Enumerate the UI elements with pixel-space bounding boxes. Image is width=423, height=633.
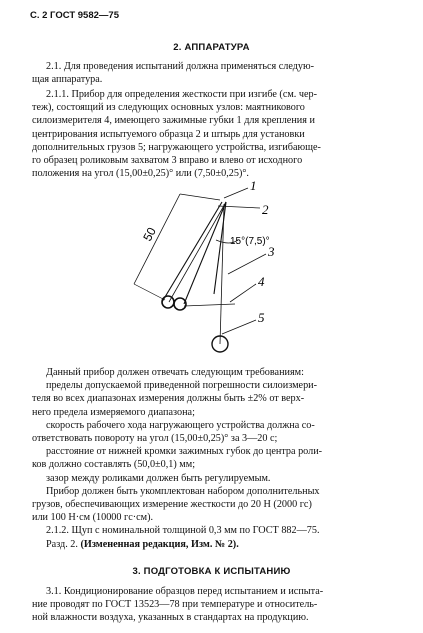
callout-label-3: 3 <box>268 244 275 259</box>
text-line: или 100 Н·см (10000 гс·см). <box>32 512 154 524</box>
text-line: ной влажности воздуха, указанных в стандартах на продукцию. <box>32 612 309 624</box>
text-line: пределы допускаемой приведенной погрешности силоизмери- <box>46 380 318 392</box>
apparatus-drawing <box>120 174 350 364</box>
callout-label-1: 1 <box>250 178 257 193</box>
text-line: теля во всех диапазонах измерения должны быть ±2% от верх- <box>32 393 305 405</box>
text-line: щая аппаратура. <box>32 74 103 86</box>
text-line: положения на угол (15,00±0,25)° или (7,50±0,25)°. <box>32 168 249 180</box>
page-header: С. 2 ГОСТ 9582—75 <box>30 10 119 21</box>
callout-label-5: 5 <box>258 310 265 325</box>
text-line: 2.1.1. Прибор для определения жесткости при изгибе (см. чер- <box>46 89 318 100</box>
text-line: центрирования испытуемого образца 2 и штырь для установки <box>32 128 305 140</box>
dimension-line <box>134 194 180 284</box>
text-line: дополнительных грузов 5; нагружающего устройства, изгибающе- <box>32 141 321 153</box>
text-line: грузов, обеспечивающих измерение жесткости до 20 Н (2000 гс) <box>32 499 312 511</box>
text-line: зазор между роликами должен быть регулируемым. <box>46 472 271 484</box>
paragraph-3-1 <box>32 585 404 625</box>
text-line: силоизмерителя 4, имеющего зажимные губки 1 для крепления и <box>32 115 315 127</box>
requirements-block <box>32 366 404 551</box>
text-line: ответствовать повороту на угол (15,00±0,25)° за 3—20 с; <box>32 433 278 445</box>
text-line: 3.1. Кондиционирование образцов перед испытанием и испыта- <box>46 586 324 597</box>
angle-label: 15°(7,5)° <box>230 236 270 247</box>
dimension-label: 50 <box>140 225 159 244</box>
text-line: скорость рабочего хода нагружающего устройства должна со- <box>46 419 315 431</box>
text-line: го образец роликовым захватом 3 вправо и влево от исходного <box>32 155 303 167</box>
paragraph-2-1-1 <box>32 88 404 180</box>
callout-label-4: 4 <box>258 274 265 289</box>
text-line: теж), состоящий из следующих основных узлов: маятникового <box>32 102 305 114</box>
pendulum-arm <box>162 202 222 302</box>
left-roller-icon <box>162 296 174 308</box>
text-line: 2.1.2. Щуп с номинальной толщиной 0,3 мм по ГОСТ 882—75. <box>46 525 320 537</box>
section-title-preparation: 3. ПОДГОТОВКА К ИСПЫТАНИЮ <box>132 566 291 577</box>
amendment-line <box>32 538 404 551</box>
paragraph-2-1 <box>32 60 404 86</box>
text-line: расстояние от нижней кромки зажимных губок до центра роли- <box>46 446 323 458</box>
amendment-note: (Измененная редакция, Изм. № 2). <box>80 538 239 550</box>
text-line: Прибор должен быть укомплектован набором дополнительных <box>46 485 320 497</box>
callout-label-2: 2 <box>262 202 269 217</box>
text-line: ние проводят по ГОСТ 13523—78 при температуре и относитель- <box>32 599 318 611</box>
text-line: Данный прибор должен отвечать следующим требованиям: <box>46 367 304 378</box>
text-line: ков должно составлять (50,0±0,1) мм; <box>32 459 196 471</box>
section-title-apparatus: 2. АППАРАТУРА <box>173 42 250 53</box>
text-line: 2.1. Для проведения испытаний должна применяться следую- <box>46 61 314 72</box>
text-line: него предела измеряемого диапазона; <box>32 406 195 418</box>
amendment-prefix: Разд. 2. <box>46 538 78 550</box>
